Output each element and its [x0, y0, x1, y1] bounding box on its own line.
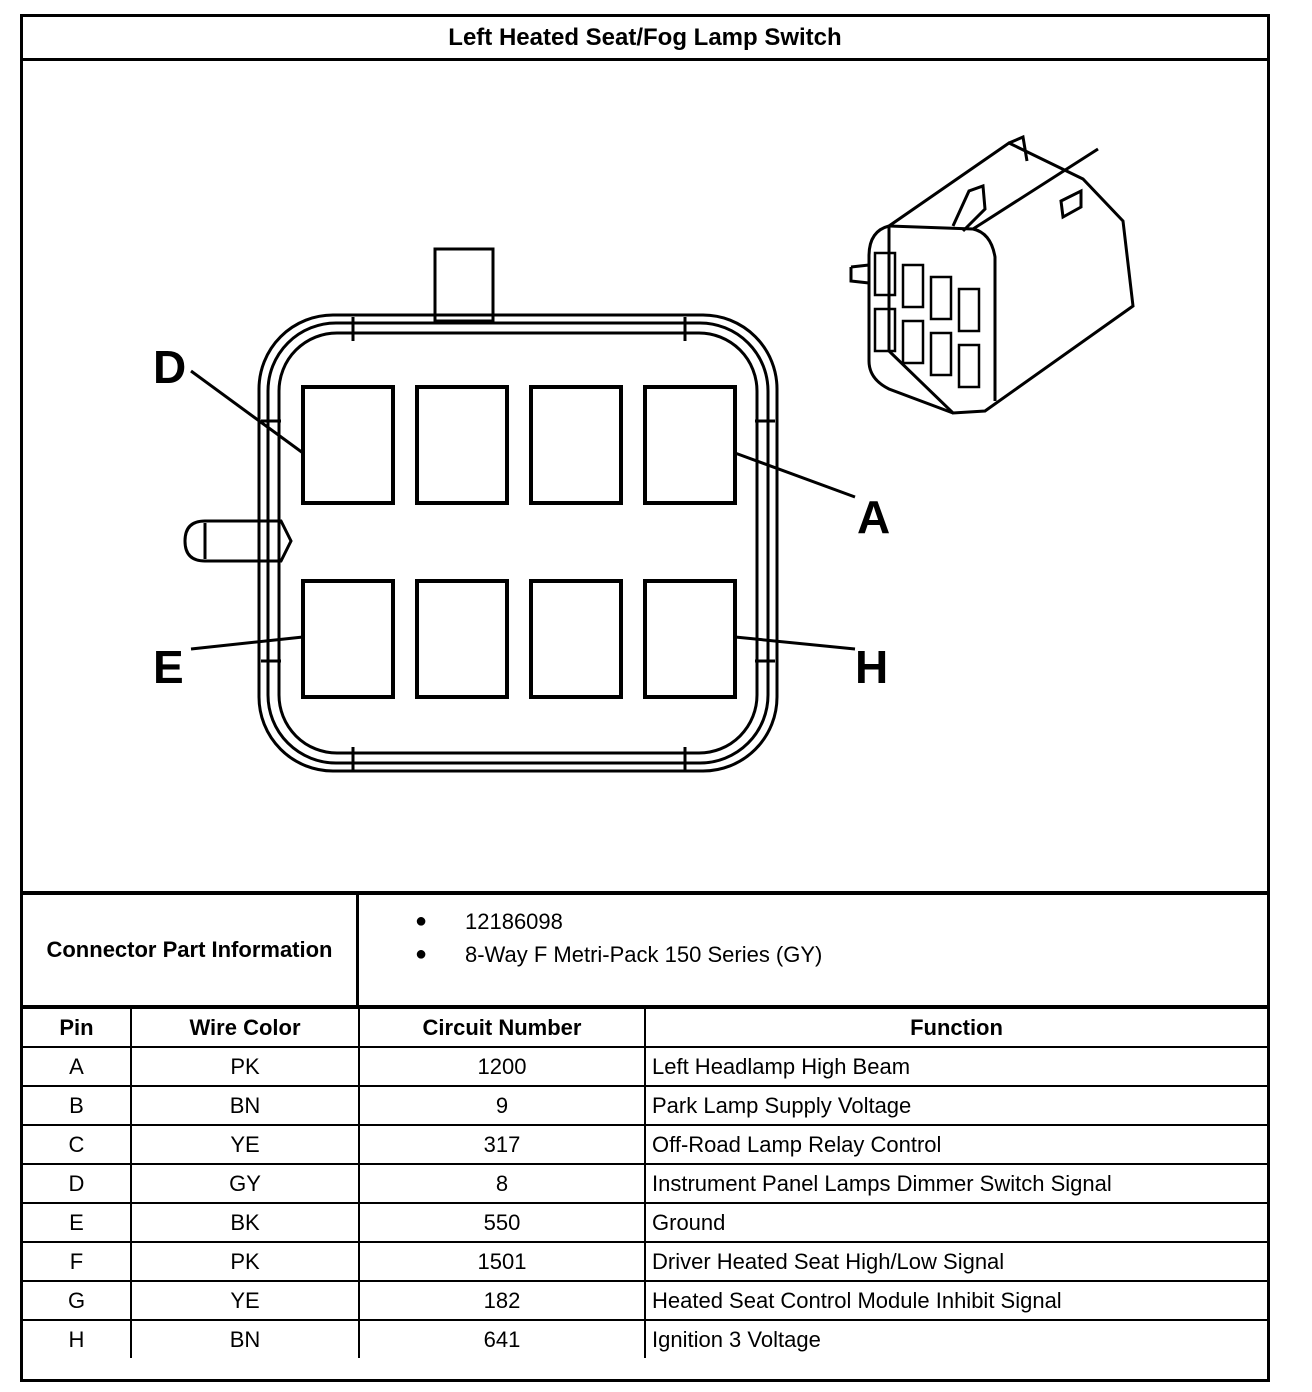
header-function: Function	[645, 1009, 1267, 1047]
leader-line-h	[735, 637, 855, 649]
wire-color-cell: PK	[131, 1047, 359, 1086]
bullet-icon: ●	[415, 943, 428, 965]
cavity-d	[303, 387, 393, 503]
cavity-h	[645, 581, 735, 697]
page-title: Left Heated Seat/Fog Lamp Switch	[23, 17, 1267, 61]
function-cell: Heated Seat Control Module Inhibit Signal	[645, 1281, 1267, 1320]
table-header-row	[23, 1009, 1267, 1047]
function-cell: Park Lamp Supply Voltage	[645, 1086, 1267, 1125]
circuit-number-cell: 317	[359, 1125, 645, 1164]
table-row	[23, 1203, 1267, 1242]
part-number: 12186098	[465, 909, 563, 934]
side-key	[185, 521, 291, 561]
circuit-number-cell: 1501	[359, 1242, 645, 1281]
leader-line-e	[191, 637, 303, 649]
wire-color-cell: YE	[131, 1281, 359, 1320]
pin-label-e: E	[153, 641, 184, 693]
circuit-number-cell: 641	[359, 1320, 645, 1358]
connector-diagram	[23, 61, 1267, 891]
connector-info-label: Connector Part Information	[23, 895, 359, 1005]
top-latch	[435, 249, 493, 321]
list-item	[359, 905, 822, 938]
pin-label-a: A	[857, 491, 891, 543]
cavity-g	[531, 581, 621, 697]
table-row	[23, 1242, 1267, 1281]
pin-cell: E	[23, 1203, 131, 1242]
cavity-f	[417, 581, 507, 697]
header-circuit-number: Circuit Number	[359, 1009, 645, 1047]
wire-color-cell: YE	[131, 1125, 359, 1164]
connector-sheet	[20, 14, 1270, 1382]
cavity-b	[531, 387, 621, 503]
wire-color-cell: GY	[131, 1164, 359, 1203]
pin-label-d: D	[153, 341, 187, 393]
pin-cell: F	[23, 1242, 131, 1281]
connector-inner-wall	[279, 333, 757, 753]
header-pin: Pin	[23, 1009, 131, 1047]
leader-line-a	[735, 453, 855, 497]
circuit-number-cell: 1200	[359, 1047, 645, 1086]
table-row	[23, 1086, 1267, 1125]
connector-outer-shell	[259, 315, 777, 771]
pinout-table	[23, 1009, 1267, 1358]
wire-color-cell: PK	[131, 1242, 359, 1281]
circuit-number-cell: 550	[359, 1203, 645, 1242]
cavity-a	[645, 387, 735, 503]
table-row	[23, 1281, 1267, 1320]
circuit-number-cell: 9	[359, 1086, 645, 1125]
pin-cell: D	[23, 1164, 131, 1203]
function-cell: Ignition 3 Voltage	[645, 1320, 1267, 1358]
cavity-c	[417, 387, 507, 503]
bullet-icon: ●	[415, 910, 428, 932]
connector-face-view	[23, 61, 1267, 891]
pin-cell: B	[23, 1086, 131, 1125]
header-wire-color: Wire Color	[131, 1009, 359, 1047]
circuit-number-cell: 8	[359, 1164, 645, 1203]
pin-label-h: H	[855, 641, 889, 693]
list-item	[359, 938, 822, 971]
wire-color-cell: BK	[131, 1203, 359, 1242]
wire-color-cell: BN	[131, 1320, 359, 1358]
function-cell: Off-Road Lamp Relay Control	[645, 1125, 1267, 1164]
circuit-number-cell: 182	[359, 1281, 645, 1320]
table-row	[23, 1320, 1267, 1358]
pin-cell: G	[23, 1281, 131, 1320]
function-cell: Ground	[645, 1203, 1267, 1242]
connector-description: 8-Way F Metri-Pack 150 Series (GY)	[465, 942, 823, 967]
cavity-e	[303, 581, 393, 697]
table-row	[23, 1125, 1267, 1164]
connector-info-list	[359, 905, 822, 971]
connector-part-information	[23, 891, 1267, 1009]
connector-isometric-view	[851, 137, 1133, 413]
wire-color-cell: BN	[131, 1086, 359, 1125]
function-cell: Left Headlamp High Beam	[645, 1047, 1267, 1086]
leader-line-d	[191, 371, 303, 453]
function-cell: Driver Heated Seat High/Low Signal	[645, 1242, 1267, 1281]
table-row	[23, 1047, 1267, 1086]
function-cell: Instrument Panel Lamps Dimmer Switch Signal	[645, 1164, 1267, 1203]
pin-cell: C	[23, 1125, 131, 1164]
pin-cell: A	[23, 1047, 131, 1086]
table-row	[23, 1164, 1267, 1203]
pin-cell: H	[23, 1320, 131, 1358]
